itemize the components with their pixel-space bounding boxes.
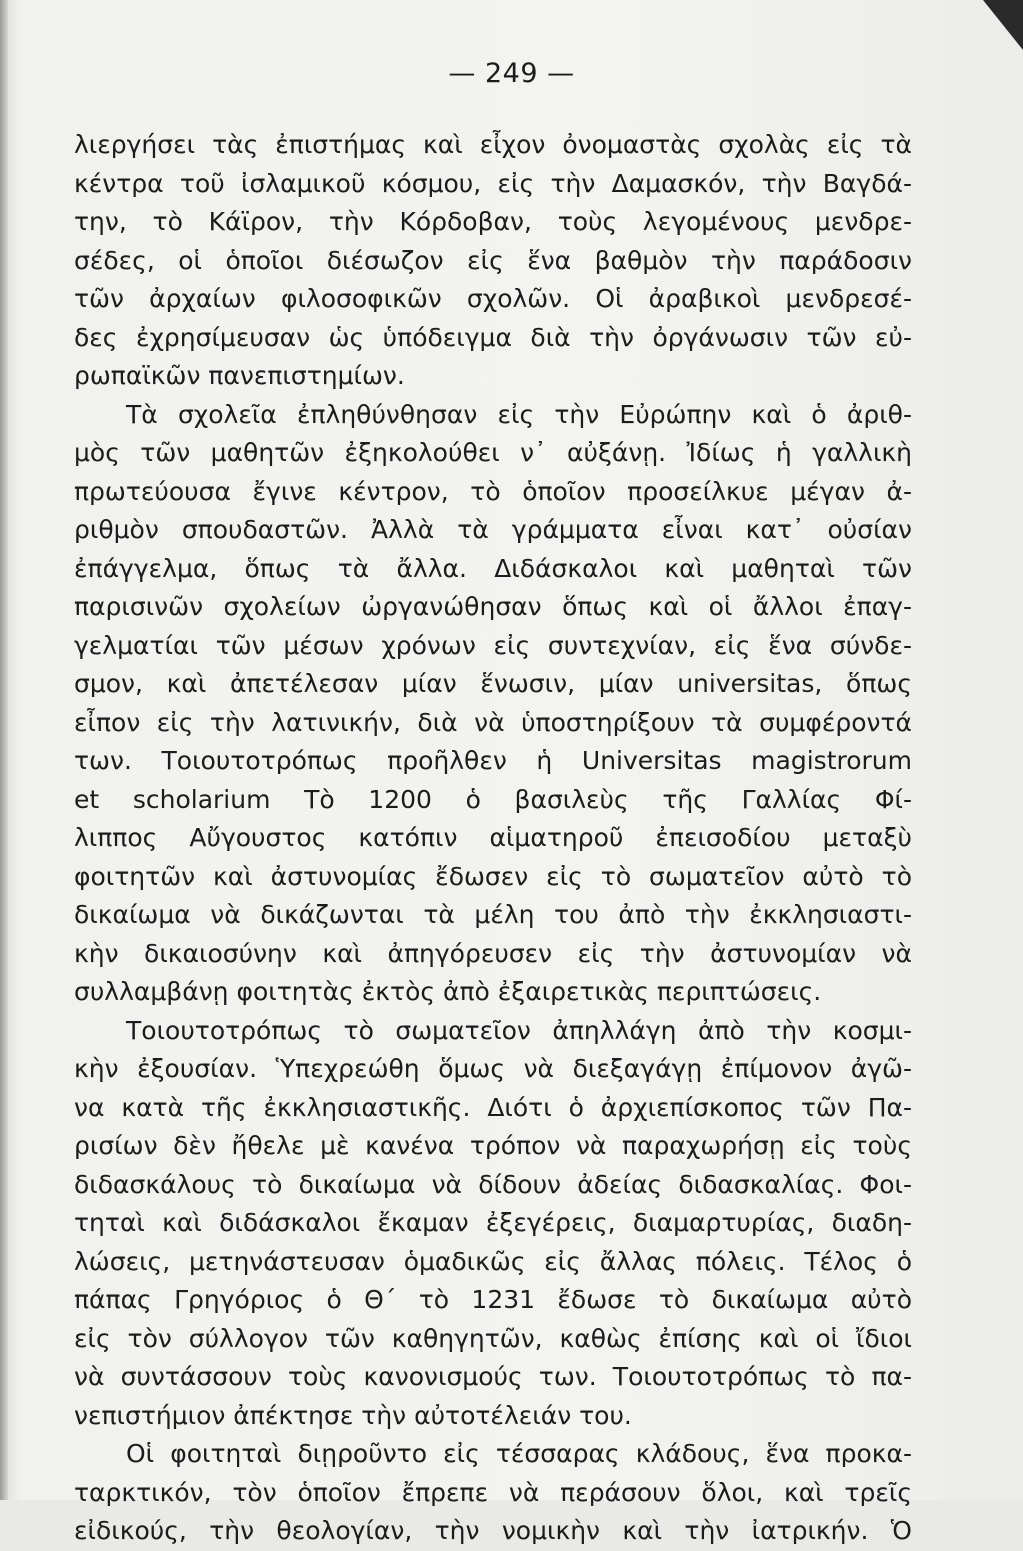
text-line: ἐπάγγελμα, ὅπως τὰ ἄλλα. Διδάσκαλοι καὶ μαθηταὶ τῶν bbox=[74, 553, 912, 583]
text-line: παρισινῶν σχολείων ὠργανώθησαν ὅπως καὶ οἱ ἄλλοι ἐπαγ- bbox=[74, 592, 912, 621]
text-line: διδασκάλους τὸ δικαίωμα νὰ δίδουν ἀδείας διδασκαλίας. Φοι- bbox=[74, 1169, 912, 1199]
text-line: δες ἐχρησίμευσαν ὡς ὑπόδειγμα διὰ τὴν ὀργάνωσιν τῶν εὐ- bbox=[74, 322, 912, 352]
paragraph-first-line: Τοιουτοτρόπως τὸ σωματεῖον ἀπηλλάγη ἀπὸ τὴν κοσμι- bbox=[126, 1015, 912, 1045]
text-line: νεπιστήμιον ἀπέκτησε τὴν αὐτοτέλειάν του. bbox=[74, 1400, 632, 1430]
text-line: κὴν δικαιοσύνην καὶ ἀπηγόρευσεν εἰς τὴν ἀστυνομίαν νὰ bbox=[74, 938, 912, 968]
text-line: να κατὰ τῆς ἐκκλησιαστικῆς. Διότι ὁ ἀρχιεπίσκοπος τῶν Πα- bbox=[74, 1092, 912, 1122]
paragraph-first-line: Οἱ φοιτηταὶ διῃροῦντο εἰς τέσσαρας κλάδους, ἕνα προκα- bbox=[126, 1439, 912, 1468]
text-line: κέντρα τοῦ ἰσλαμικοῦ κόσμου, εἰς τὴν Δαμασκόν, τὴν Βαγδά- bbox=[74, 168, 912, 198]
text-line: την, τὸ Κάϊρον, τὴν Κόρδοβαν, τοὺς λεγομένους μενδρε- bbox=[74, 207, 912, 236]
text-line: σμον, καὶ ἀπετέλεσαν μίαν ἕνωσιν, μίαν universitas, ὅπως bbox=[74, 669, 912, 698]
text-line: ταρκτικόν, τὸν ὁποῖον ἔπρεπε νὰ περάσουν ὅλοι, καὶ τρεῖς bbox=[74, 1477, 912, 1507]
text-line: εἶπον εἰς τὴν λατινικήν, διὰ νὰ ὑποστηρίξουν τὰ συμφέροντά bbox=[74, 707, 912, 737]
page-number: — 249 — bbox=[448, 58, 575, 89]
text-line: πρωτεύουσα ἔγινε κέντρον, τὸ ὁποῖον προσείλκυε μέγαν ἀ- bbox=[74, 476, 912, 506]
text-line: φοιτητῶν καὶ ἀστυνομίας ἔδωσεν εἰς τὸ σωματεῖον αὐτὸ τὸ bbox=[74, 861, 912, 891]
text-line: λιππος Αὔγουστος κατόπιν αἱματηροῦ ἐπεισοδίου μεταξὺ bbox=[74, 823, 912, 852]
text-line: πάπας Γρηγόριος ὁ Θ΄ τὸ 1231 ἔδωσε τὸ δικαίωμα αὐτὸ bbox=[74, 1285, 912, 1314]
text-line: γελματίαι τῶν μέσων χρόνων εἰς συντεχνίαν, εἰς ἕνα σύνδε- bbox=[74, 630, 912, 660]
text-line: et scholarium Τὸ 1200 ὁ βασιλεὺς τῆς Γαλλίας Φί- bbox=[74, 784, 912, 814]
text-line: ρισίων δὲν ἤθελε μὲ κανένα τρόπον νὰ παραχωρήσῃ εἰς τοὺς bbox=[74, 1131, 912, 1160]
text-line: μὸς τῶν μαθητῶν ἐξηκολούθει ν᾿ αὐξάνῃ. Ἰδίως ἡ γαλλικὴ bbox=[74, 438, 912, 467]
text-line: λώσεις, μετηνάστευσαν ὁμαδικῶς εἰς ἄλλας πόλεις. Τέλος ὁ bbox=[74, 1246, 912, 1276]
text-line: των. Τοιουτοτρόπως προῆλθεν ἡ Universitas magistrorum bbox=[74, 746, 912, 775]
body-text bbox=[74, 126, 912, 1551]
scan-corner-shadow bbox=[983, 0, 1023, 50]
text-line: σέδες, οἱ ὁποῖοι διέσωζον εἰς ἕνα βαθμὸν τὴν παράδοσιν bbox=[74, 245, 912, 275]
text-line: εἰς τὸν σύλλογον τῶν καθηγητῶν, καθὼς ἐπίσης καὶ οἱ ἴδιοι bbox=[74, 1323, 912, 1353]
text-line: εἰδικούς, τὴν θεολογίαν, τὴν νομικὴν καὶ τὴν ἰατρικήν. Ὁ bbox=[74, 1516, 912, 1545]
text-line: νὰ συντάσσουν τοὺς κανονισμούς των. Τοιουτοτρόπως τὸ πα- bbox=[74, 1362, 912, 1391]
page-binding-edge bbox=[0, 0, 8, 1500]
text-line: κὴν ἐξουσίαν. Ὑπεχρεώθη ὅμως νὰ διεξαγάγῃ ἐπίμονον ἀγῶ- bbox=[74, 1054, 912, 1083]
text-line: ρωπαϊκῶν πανεπιστημίων. bbox=[74, 361, 405, 390]
text-line: τῶν ἀρχαίων φιλοσοφικῶν σχολῶν. Οἱ ἀραβικοὶ μενδρεσέ- bbox=[74, 284, 912, 313]
paragraph-first-line: Τὰ σχολεῖα ἐπληθύνθησαν εἰς τὴν Εὐρώπην καὶ ὁ ἀριθ- bbox=[126, 399, 912, 429]
text-line: δικαίωμα νὰ δικάζωνται τὰ μέλη του ἀπὸ τὴν ἐκκλησιαστι- bbox=[74, 900, 912, 929]
text-line: λιεργήσει τὰς ἐπιστήμας καὶ εἶχον ὀνομαστὰς σχολὰς εἰς τὰ bbox=[74, 130, 912, 159]
text-line: τηταὶ καὶ διδάσκαλοι ἔκαμαν ἐξεγέρεις, διαμαρτυρίας, διαδη- bbox=[74, 1208, 912, 1237]
text-line: ριθμὸν σπουδαστῶν. Ἀλλὰ τὰ γράμματα εἶναι κατ᾿ οὐσίαν bbox=[74, 515, 912, 544]
text-line: συλλαμβάνῃ φοιτητὰς ἐκτὸς ἀπὸ ἐξαιρετικὰς περιπτώσεις. bbox=[74, 977, 822, 1006]
